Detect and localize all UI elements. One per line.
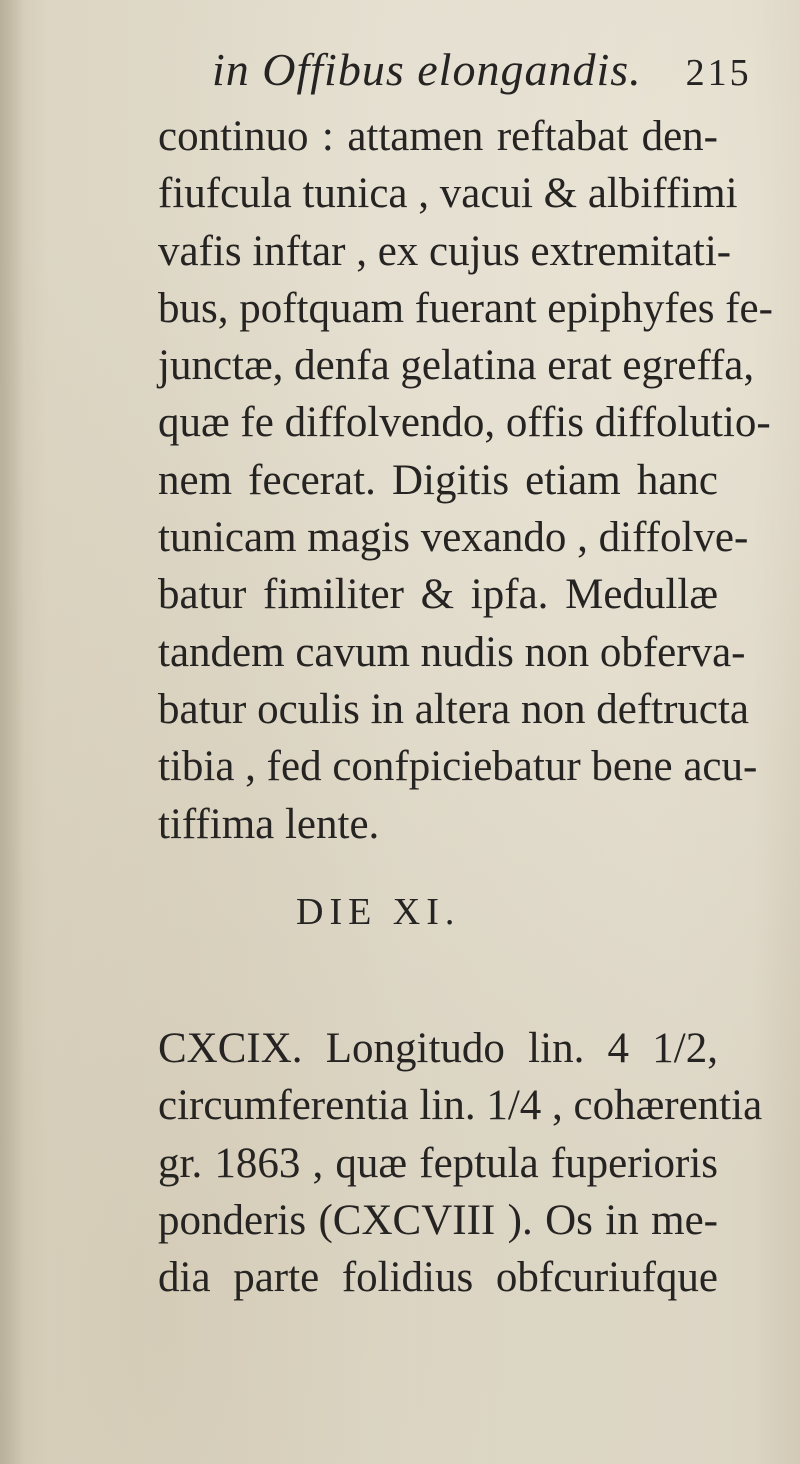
text-line: tibia , fed confpiciebatur bene acu-	[158, 743, 758, 791]
text-line: tandem cavum nudis non obferva-	[158, 628, 746, 676]
text-line: batur oculis in altera non deftructa	[158, 685, 750, 733]
text-line: vafis inftar , ex cujus extremitati-	[158, 227, 732, 275]
text-line: circumferentia lin. 1/4 , cohærentia	[158, 1082, 763, 1130]
text-line: ponderis (CXCVIII ). Os in me-	[158, 1196, 718, 1244]
text-line: CXCIX. Longitudo lin. 4 1/2,	[158, 1025, 718, 1072]
text-line: tiffima lente.	[158, 800, 380, 848]
text-line: tunicam magis vexando , diffolve-	[158, 514, 749, 562]
text-line: fiufcula tunica , vacui & albiffimi	[158, 170, 738, 218]
text-line: quæ fe diffolvendo, offis diffolutio-	[158, 399, 771, 447]
text-line: continuo : attamen reftabat den-	[158, 113, 718, 160]
text-line: bus, poftquam fuerant epiphyfes fe-	[158, 284, 773, 332]
page-number: 215	[685, 52, 752, 94]
text-line: gr. 1863 , quæ feptula fuperioris	[158, 1139, 718, 1187]
text-line: batur fimiliter & ipfa. Medullæ	[158, 571, 718, 619]
page-edge-shadow	[0, 0, 24, 1464]
text-line: junctæ, denfa gelatina erat egreffa,	[158, 342, 755, 390]
text-line: nem fecerat. Digitis etiam hanc	[158, 456, 718, 504]
paragraph-2	[158, 1020, 763, 1306]
paragraph-1	[158, 108, 773, 853]
section-heading: DIE XI.	[296, 891, 461, 933]
text-line: dia parte folidius obfcuriufque	[158, 1254, 718, 1302]
running-head-title: in Offibus elongandis.	[212, 44, 642, 95]
running-head	[212, 44, 752, 96]
